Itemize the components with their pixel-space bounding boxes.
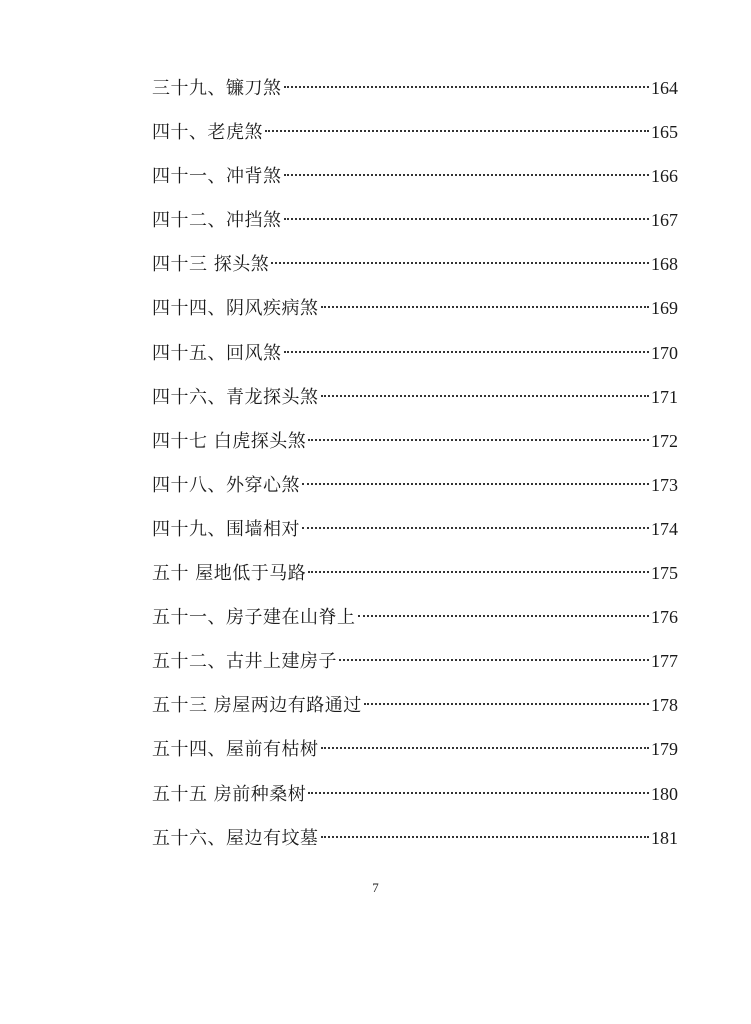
toc-dot-leader — [284, 86, 650, 88]
toc-entry — [152, 551, 678, 595]
toc-entry-page: 168 — [651, 254, 678, 275]
toc-dot-leader — [308, 571, 649, 573]
toc-dot-leader — [321, 395, 650, 397]
toc-entry-page: 167 — [651, 210, 678, 231]
toc-entry-title: 四十六、青龙探头煞 — [152, 386, 319, 408]
toc-entry-page: 169 — [651, 298, 678, 319]
toc-entry-title: 三十九、镰刀煞 — [152, 78, 282, 99]
toc-entry-page: 176 — [651, 607, 678, 628]
toc-entry — [152, 286, 678, 330]
toc-dot-leader — [321, 306, 650, 308]
toc-entry-page: 170 — [651, 342, 678, 363]
toc-entry-page: 177 — [651, 651, 678, 672]
toc-dot-leader — [358, 615, 650, 617]
toc-entry-title: 五十 屋地低于马路 — [152, 563, 307, 585]
toc-entry-title: 四十五、回风煞 — [152, 342, 282, 364]
toc-entry-page: 172 — [651, 430, 678, 451]
toc-dot-leader — [321, 836, 650, 838]
toc-entry — [152, 507, 678, 551]
toc-entry-title: 五十一、房子建在山脊上 — [152, 607, 356, 629]
toc-entry — [152, 154, 678, 198]
toc-entry-title: 五十二、古井上建房子 — [152, 651, 337, 673]
toc-dot-leader — [302, 483, 649, 485]
toc-entry-title: 四十八、外穿心煞 — [152, 474, 300, 496]
toc-entry — [152, 639, 678, 683]
toc-dot-leader — [364, 703, 649, 705]
toc-entry — [152, 331, 678, 375]
toc-entry — [152, 727, 678, 771]
toc-entry-page: 174 — [651, 518, 678, 539]
toc-entry-title: 五十六、屋边有坟墓 — [152, 827, 319, 849]
toc-dot-leader — [265, 130, 649, 132]
toc-dot-leader — [321, 747, 650, 749]
toc-entry — [152, 463, 678, 507]
toc-entry — [152, 66, 678, 110]
toc-entry-title: 四十九、围墙相对 — [152, 518, 300, 540]
page-number: 7 — [372, 880, 379, 895]
toc-entry — [152, 772, 678, 816]
toc-entry — [152, 198, 678, 242]
toc-entry-title: 五十四、屋前有枯树 — [152, 739, 319, 761]
toc-entry-page: 180 — [651, 783, 678, 804]
toc-entry-page: 178 — [651, 695, 678, 716]
toc-entry-page: 175 — [651, 563, 678, 584]
toc-entry-page: 179 — [651, 739, 678, 760]
toc-entry-title: 四十三 探头煞 — [152, 254, 270, 276]
table-of-contents — [152, 66, 678, 860]
toc-entry-title: 四十、老虎煞 — [152, 122, 263, 144]
toc-entry — [152, 375, 678, 419]
toc-entry-page: 164 — [651, 78, 678, 98]
toc-entry-title: 四十四、阴风疾病煞 — [152, 298, 319, 320]
toc-dot-leader — [339, 659, 649, 661]
toc-entry — [152, 595, 678, 639]
toc-dot-leader — [284, 218, 650, 220]
toc-dot-leader — [284, 174, 650, 176]
toc-dot-leader — [302, 527, 649, 529]
toc-entry-title: 四十二、冲挡煞 — [152, 210, 282, 232]
toc-dot-leader — [308, 439, 649, 441]
toc-entry — [152, 816, 678, 860]
toc-entry-page: 181 — [651, 827, 678, 848]
toc-entry-title: 四十一、冲背煞 — [152, 166, 282, 188]
toc-entry-title: 五十三 房屋两边有路通过 — [152, 695, 362, 717]
toc-entry-page: 166 — [651, 166, 678, 187]
toc-entry-page: 165 — [651, 122, 678, 143]
toc-dot-leader — [308, 792, 649, 794]
toc-entry-title: 四十七 白虎探头煞 — [152, 430, 307, 452]
toc-dot-leader — [271, 262, 649, 264]
toc-entry-page: 171 — [651, 386, 678, 407]
toc-entry — [152, 242, 678, 286]
toc-entry-page: 173 — [651, 474, 678, 495]
toc-entry — [152, 110, 678, 154]
toc-entry — [152, 419, 678, 463]
toc-entry-title: 五十五 房前种桑树 — [152, 783, 307, 805]
toc-dot-leader — [284, 351, 650, 353]
toc-entry — [152, 683, 678, 727]
